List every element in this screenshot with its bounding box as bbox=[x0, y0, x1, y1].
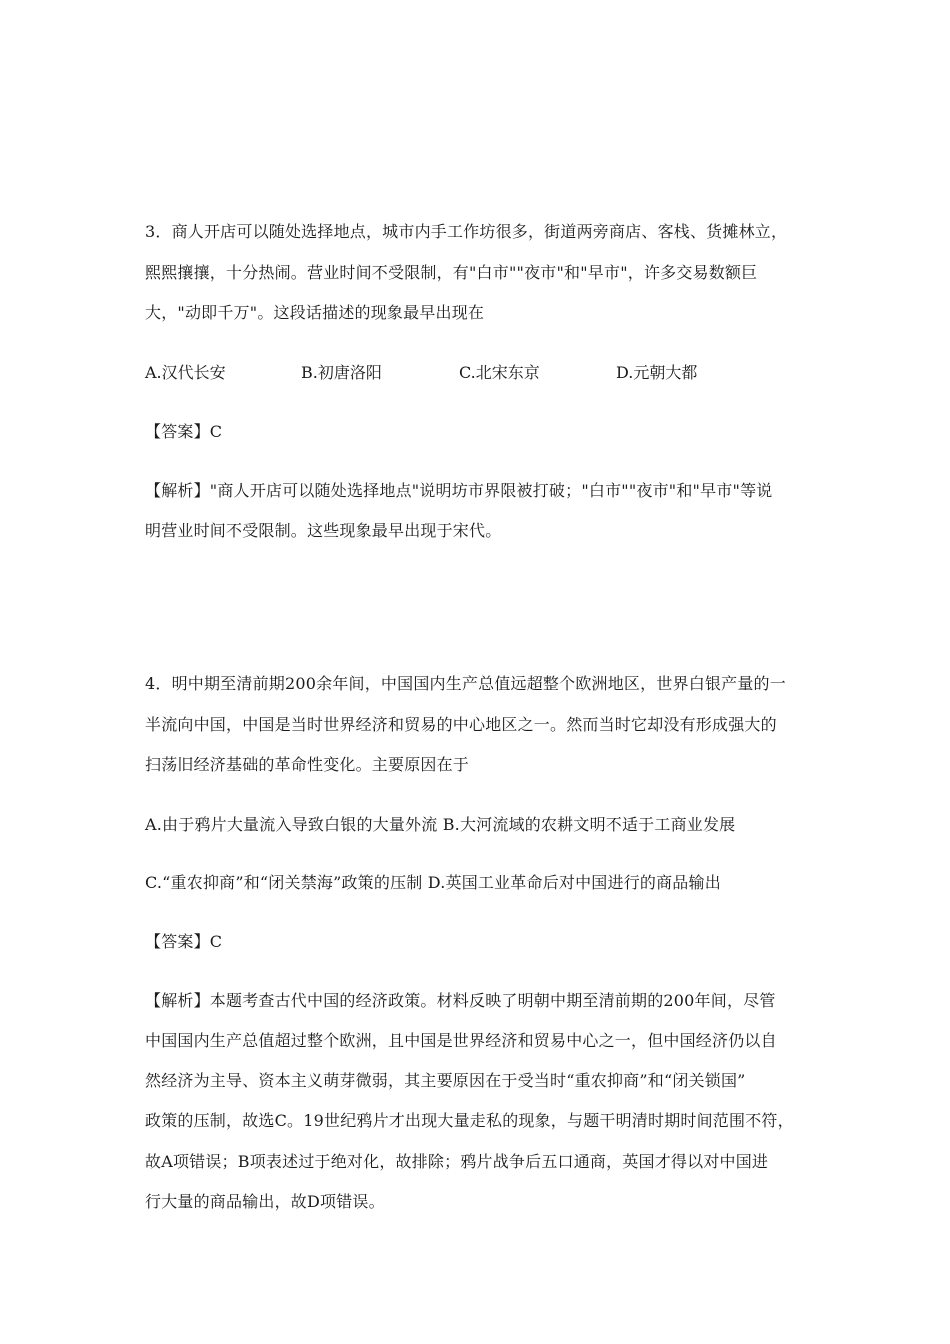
q3-stem-line-2: 熙熙攘攘，十分热闹。营业时间不受限制，有"白市""夜市"和"早市"，许多交易数额巨 bbox=[145, 263, 758, 282]
q4-answer: 【答案】C bbox=[145, 932, 223, 951]
q4-analysis-line-1: 【解析】本题考查古代中国的经济政策。材料反映了明朝中期至清前期的200年间，尽管 bbox=[145, 991, 776, 1010]
q4-stem-line-3: 扫荡旧经济基础的革命性变化。主要原因在于 bbox=[145, 755, 470, 774]
q3-analysis-line-2: 明营业时间不受限制。这些现象最早出现于宋代。 bbox=[145, 521, 502, 540]
q3-option-c: C.北宋东京 bbox=[459, 363, 540, 382]
q3-stem-line-3: 大，"动即千万"。这段话描述的现象最早出现在 bbox=[145, 303, 485, 322]
q3-stem-line-1: 3．商人开店可以随处选择地点，城市内手工作坊很多，街道两旁商店、客栈、货摊林立， bbox=[145, 222, 788, 241]
q3-option-a: A.汉代长安 bbox=[145, 363, 226, 382]
q4-options-ab: A.由于鸦片大量流入导致白银的大量外流 B.大河流域的农耕文明不适于工商业发展 bbox=[145, 815, 736, 834]
q4-stem-line-1: 4．明中期至清前期200余年间，中国国内生产总值远超整个欧洲地区，世界白银产量的一 bbox=[145, 674, 786, 693]
q4-analysis-line-4: 政策的压制，故选C。19世纪鸦片才出现大量走私的现象，与题干明清时期时间范围不符， bbox=[145, 1111, 794, 1130]
q4-analysis-line-6: 行大量的商品输出，故D项错误。 bbox=[145, 1192, 385, 1211]
q4-analysis-line-3: 然经济为主导、资本主义萌芽微弱，其主要原因在于受当时“重农抑商”和“闭关锁国” bbox=[145, 1071, 746, 1090]
q4-analysis-line-2: 中国国内生产总值超过整个欧洲，且中国是世界经济和贸易中心之一，但中国经济仍以自 bbox=[145, 1031, 777, 1050]
q3-option-b: B.初唐洛阳 bbox=[301, 363, 382, 382]
q3-answer: 【答案】C bbox=[145, 422, 223, 441]
q3-analysis-line-1: 【解析】"商人开店可以随处选择地点"说明坊市界限被打破；"白市""夜市"和"早市"等说 bbox=[145, 481, 773, 500]
q4-stem-line-2: 半流向中国，中国是当时世界经济和贸易的中心地区之一。然而当时它却没有形成强大的 bbox=[145, 715, 777, 734]
q4-analysis-line-5: 故A项错误；B项表述过于绝对化，故排除；鸦片战争后五口通商，英国才得以对中国进 bbox=[145, 1152, 769, 1171]
q4-options-cd: C.“重农抑商”和“闭关禁海”政策的压制 D.英国工业革命后对中国进行的商品输出 bbox=[145, 873, 721, 892]
q3-option-d: D.元朝大都 bbox=[616, 363, 698, 382]
